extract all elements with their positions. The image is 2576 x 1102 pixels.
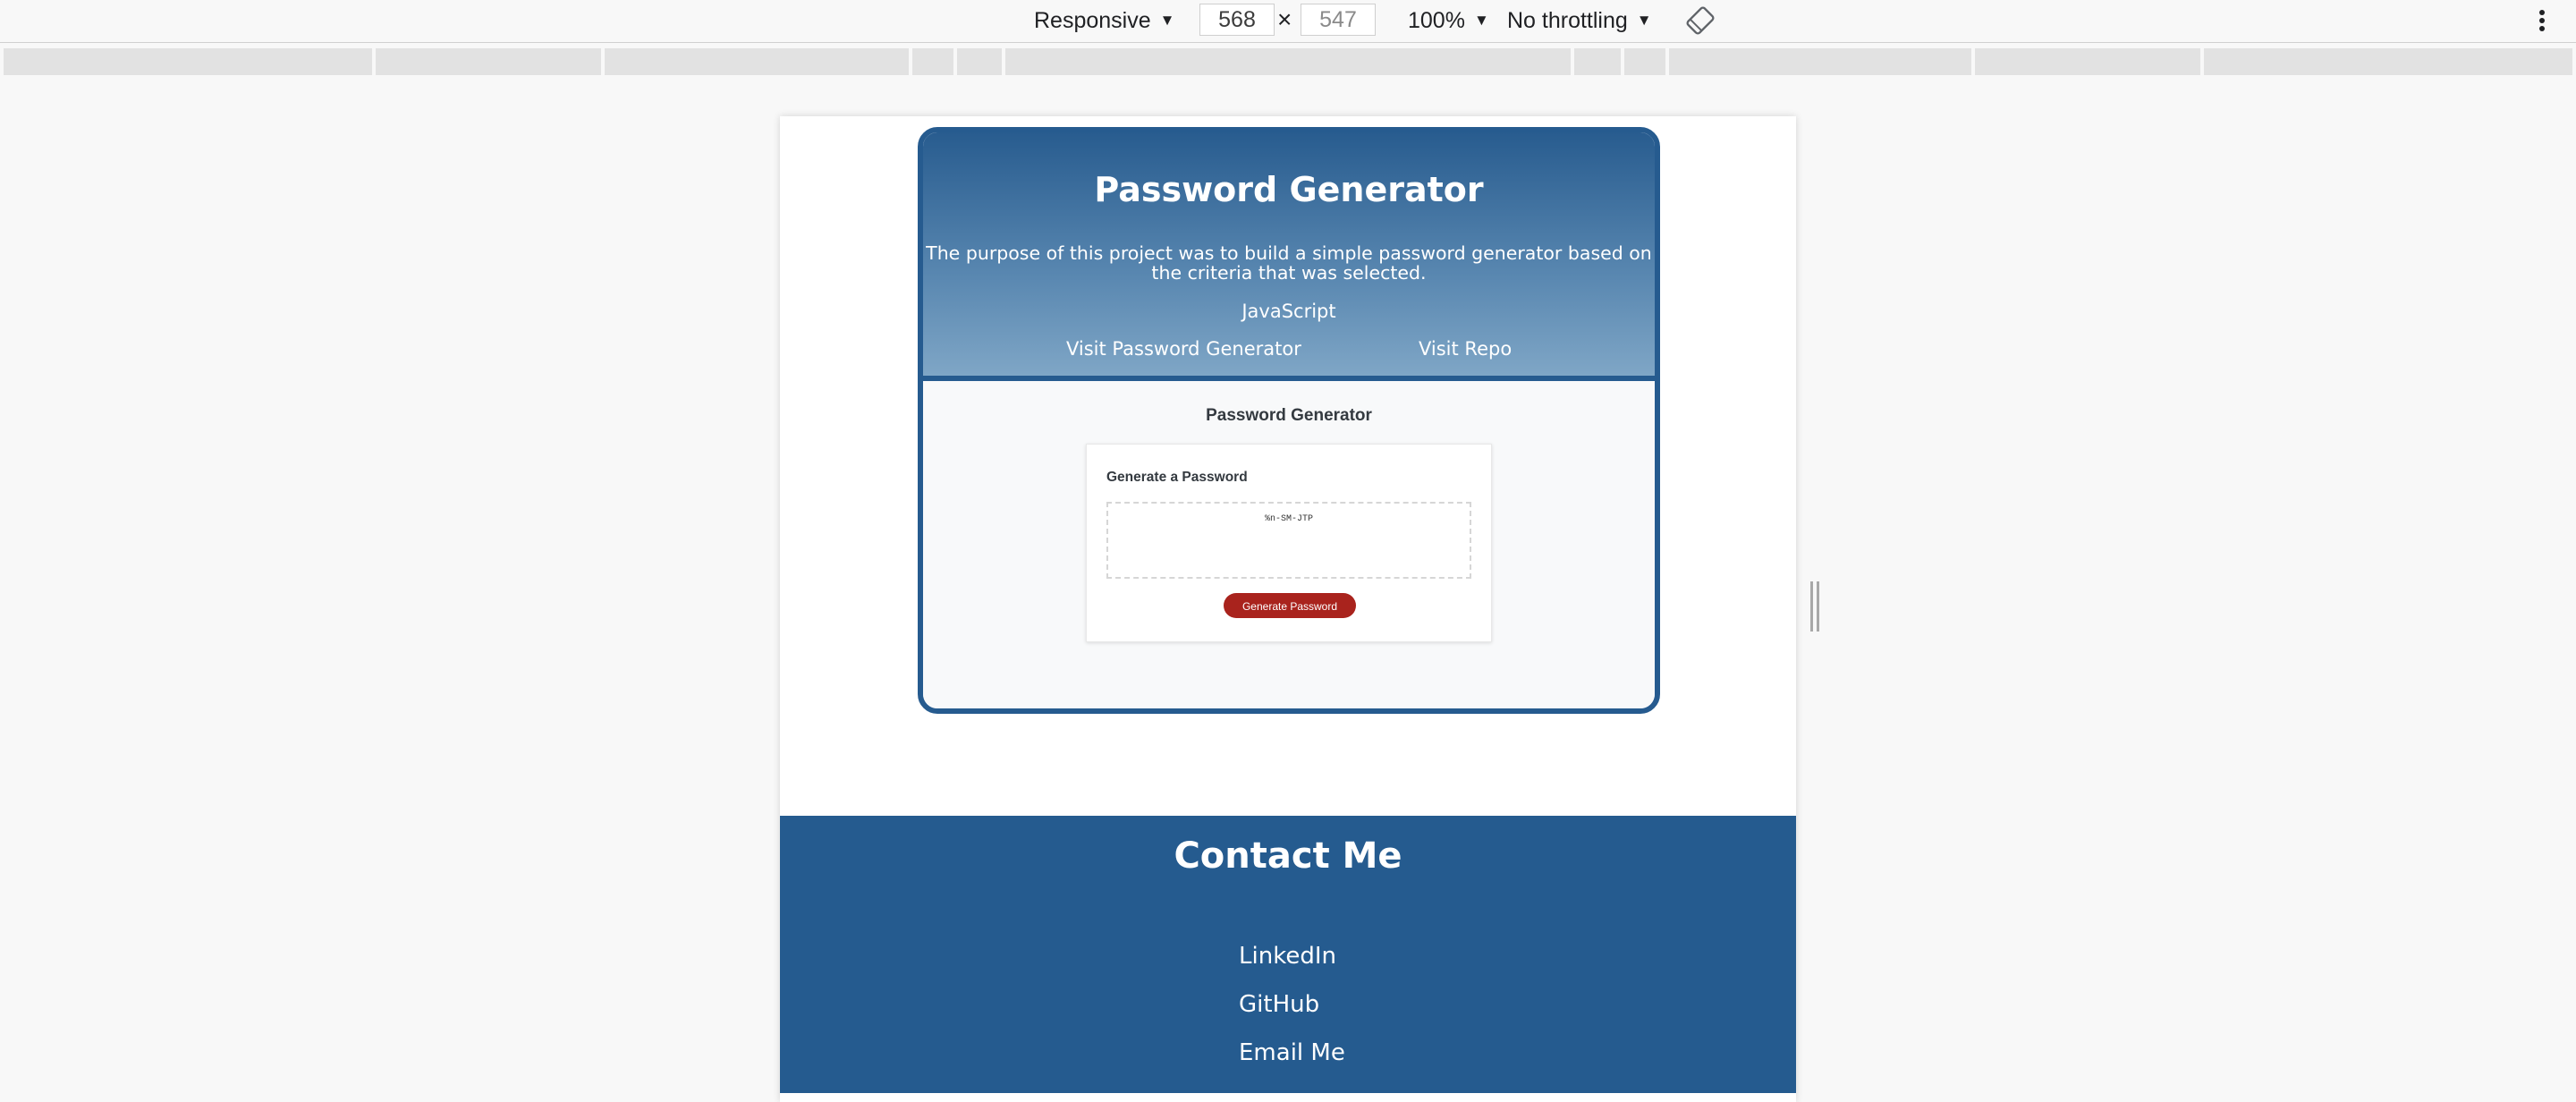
rotate-icon[interactable] (1685, 5, 1716, 36)
chevron-down-icon: ▼ (1473, 12, 1489, 29)
media-query-segment[interactable] (1669, 48, 1971, 75)
project-tech: JavaScript (1241, 301, 1336, 322)
devtools-device-toolbar (0, 0, 2576, 43)
linkedin-link[interactable]: LinkedIn (1239, 943, 1336, 970)
device-viewport (780, 116, 1796, 1102)
github-link[interactable]: GitHub (1239, 991, 1320, 1018)
dimension-separator: × (1277, 5, 1292, 33)
media-query-segment[interactable] (376, 48, 601, 75)
media-query-segment[interactable] (605, 48, 909, 75)
throttling-dropdown[interactable] (1507, 5, 1652, 36)
media-query-segment[interactable] (1624, 48, 1665, 75)
chevron-down-icon: ▼ (1159, 12, 1175, 29)
media-query-segment[interactable] (2204, 48, 2572, 75)
project-description: The purpose of this project was to build a simple password generator based on the criteria that was selected. (926, 242, 1652, 284)
generator-card-title: Generate a Password (1106, 470, 1248, 485)
generate-password-button[interactable]: Generate Password (1224, 593, 1356, 618)
device-mode-dropdown[interactable] (1034, 5, 1174, 36)
zoom-label: 100% (1408, 7, 1465, 33)
chevron-down-icon: ▼ (1636, 12, 1652, 29)
device-mode-label: Responsive (1034, 7, 1151, 33)
viewport-resize-handle[interactable] (1810, 581, 1823, 632)
media-query-segment[interactable] (912, 48, 953, 75)
throttling-label: No throttling (1507, 7, 1628, 33)
contact-section (780, 816, 1796, 1093)
project-title: Password Generator (1094, 170, 1484, 209)
media-query-segment[interactable] (1574, 48, 1621, 75)
visit-repo-link[interactable]: Visit Repo (1419, 338, 1513, 360)
project-card-header (923, 132, 1655, 381)
project-card (918, 127, 1660, 714)
more-options-icon[interactable] (2535, 5, 2549, 36)
preview-page-title: Password Generator (1206, 406, 1372, 425)
email-link[interactable]: Email Me (1239, 1039, 1345, 1066)
generator-card (1086, 444, 1492, 642)
contact-title: Contact Me (1174, 835, 1402, 877)
visit-app-link[interactable]: Visit Password Generator (1066, 338, 1301, 360)
media-query-segment[interactable] (4, 48, 372, 75)
media-query-bar (0, 48, 2576, 77)
media-query-segment[interactable] (1005, 48, 1571, 75)
password-output[interactable]: %n-SM-JTP (1106, 502, 1471, 579)
zoom-dropdown[interactable] (1408, 5, 1489, 36)
viewport-height-input[interactable] (1301, 4, 1376, 36)
media-query-segment[interactable] (957, 48, 1002, 75)
media-query-segment[interactable] (1975, 48, 2200, 75)
viewport-width-input[interactable] (1199, 4, 1275, 36)
project-preview (923, 381, 1655, 714)
